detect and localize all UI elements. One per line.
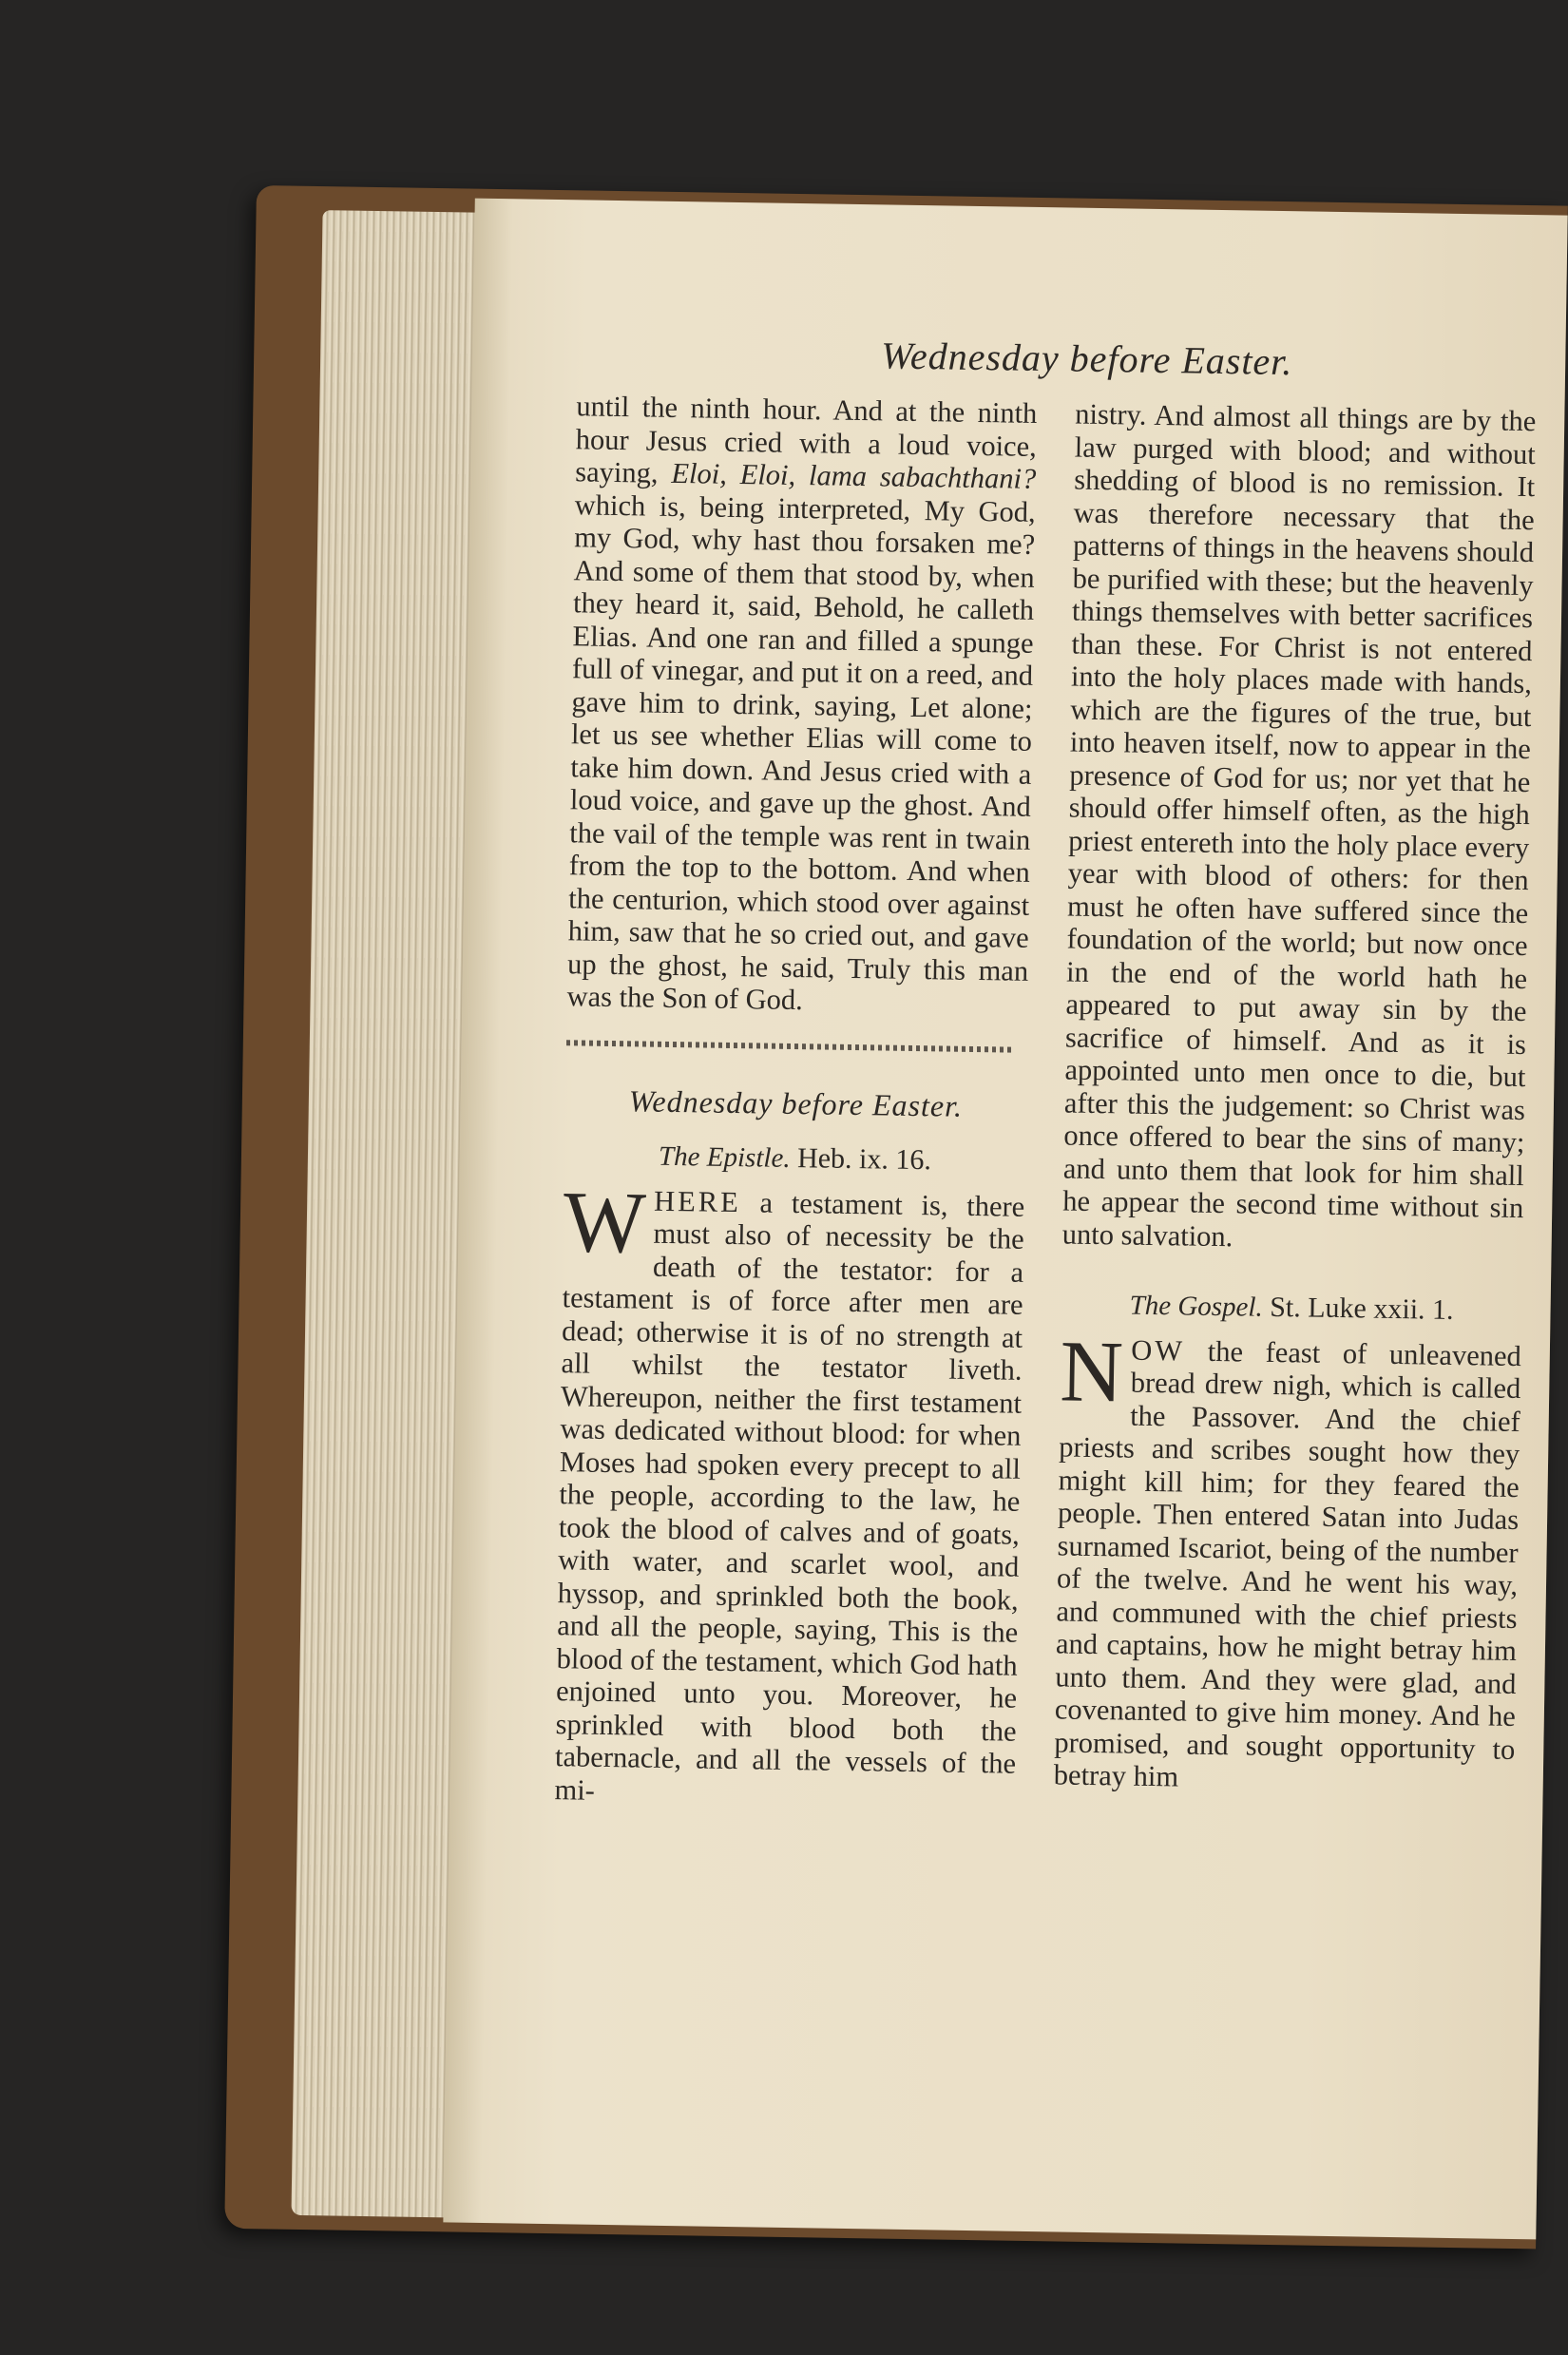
section-divider [566,1040,1013,1052]
gospel-text-part: which is, being interpreted, My God, my God, why hast thou forsaken me? And some of them that stood by, when they heard it, said, Behold, he calleth Elias. And one ran and filled a spunge full of vinegar, and put it on a reed, and gave him to drink, saying, Let alone; let us see whether Elias will come to take him down. And Jesus cried with a loud voice, and gave up the ghost. And the vail of the temple was rent in twain from the top to the bottom. And when the centurion, which stood over against him, saw that he so cried out, and gave up the ghost, he said, Truly this man was the Son of God. [566,488,1036,1017]
gospel-body: the feast of unleavened bread drew nigh, which is called the Passover. And the chief priests and scribes sought how they might kill him; for they feared the people. Then entered Satan into Judas surnamed Iscariot, being of the number of the twelve. And he went his way, and communed with the chief priests and captains, how he might betray him unto them. And they were glad, and covenanted to give him money. And he promised, and sought opportunity to betray him [1053,1334,1522,1793]
gospel-dropcap: N [1059,1321,1124,1420]
epistle-reference: Heb. ix. 16. [796,1142,932,1177]
epistle-body: a testament is, there must also of necessity be the death of the testator: for a testament is of force after men are dead; otherwise it is of no strength at all whilst the testator liveth. Whereupon, neither the first testament was dedicated without blood: for when Moses had spoken every precept to all the people, according to the law, he took the blood of calves and of goats, with water, and scarlet wool, and hyssop, and sprinkled both the book, and all the people, saying, This is the blood of the testament, which God hath enjoined unto you. Moreover, he sprinkled with blood both the tabernacle, and all the vessels of the mi- [554,1185,1025,1807]
section-title: Wednesday before Easter. [628,1082,964,1123]
epistle-continuation: nistry. And almost all things are by the law purged with blood; and without shedding of blood is no remission. It was therefore necessary that the patterns of things in the heavens should be purified with these; but the heavenly things themselves with better sacrifices than these. For Christ is not entered into the holy places made with hands, which are the figures of the true, but into heaven itself, now to appear in the presence of God for us; nor yet that he should offer himself often, as the high priest entereth into the holy place every year with blood of others: for then must he often have suffered since the foundation of the world; but now once in the end of the world hath he appeared to put away sin by the sacrifice of himself. And as it is appointed unto men once to die, but after this the judgement: so Christ was once offered to bear the sins of many; and unto them that look for him shall he appear the second time without sin unto salvation. [1061,397,1537,1253]
left-column [554,390,1037,1812]
gospel-label: The Gospel. [1129,1290,1263,1323]
epistle-first-word: HERE [653,1184,742,1218]
gospel-reference: St. Luke xxii. 1. [1269,1291,1454,1326]
epistle-label: The Epistle. [658,1140,791,1174]
gospel-first-word: OW [1131,1333,1186,1367]
gospel-continuation [566,390,1037,1020]
epistle-dropcap: W [563,1172,647,1272]
gospel-text-part: until the ninth hour. And at the ninth hour Jesus cried with a loud voice, saying, [575,390,1038,489]
running-head: Wednesday before Easter. [880,334,1293,384]
right-column [1054,398,1537,1799]
book-page [443,199,1567,2240]
gospel-text [1053,1321,1522,1799]
epistle-heading [564,1139,1025,1178]
epistle-text [554,1172,1025,1813]
gospel-heading [1061,1288,1521,1328]
gospel-text-italic: Eloi, Eloi, lama sabachthani? [671,456,1037,495]
book [224,185,1568,2249]
